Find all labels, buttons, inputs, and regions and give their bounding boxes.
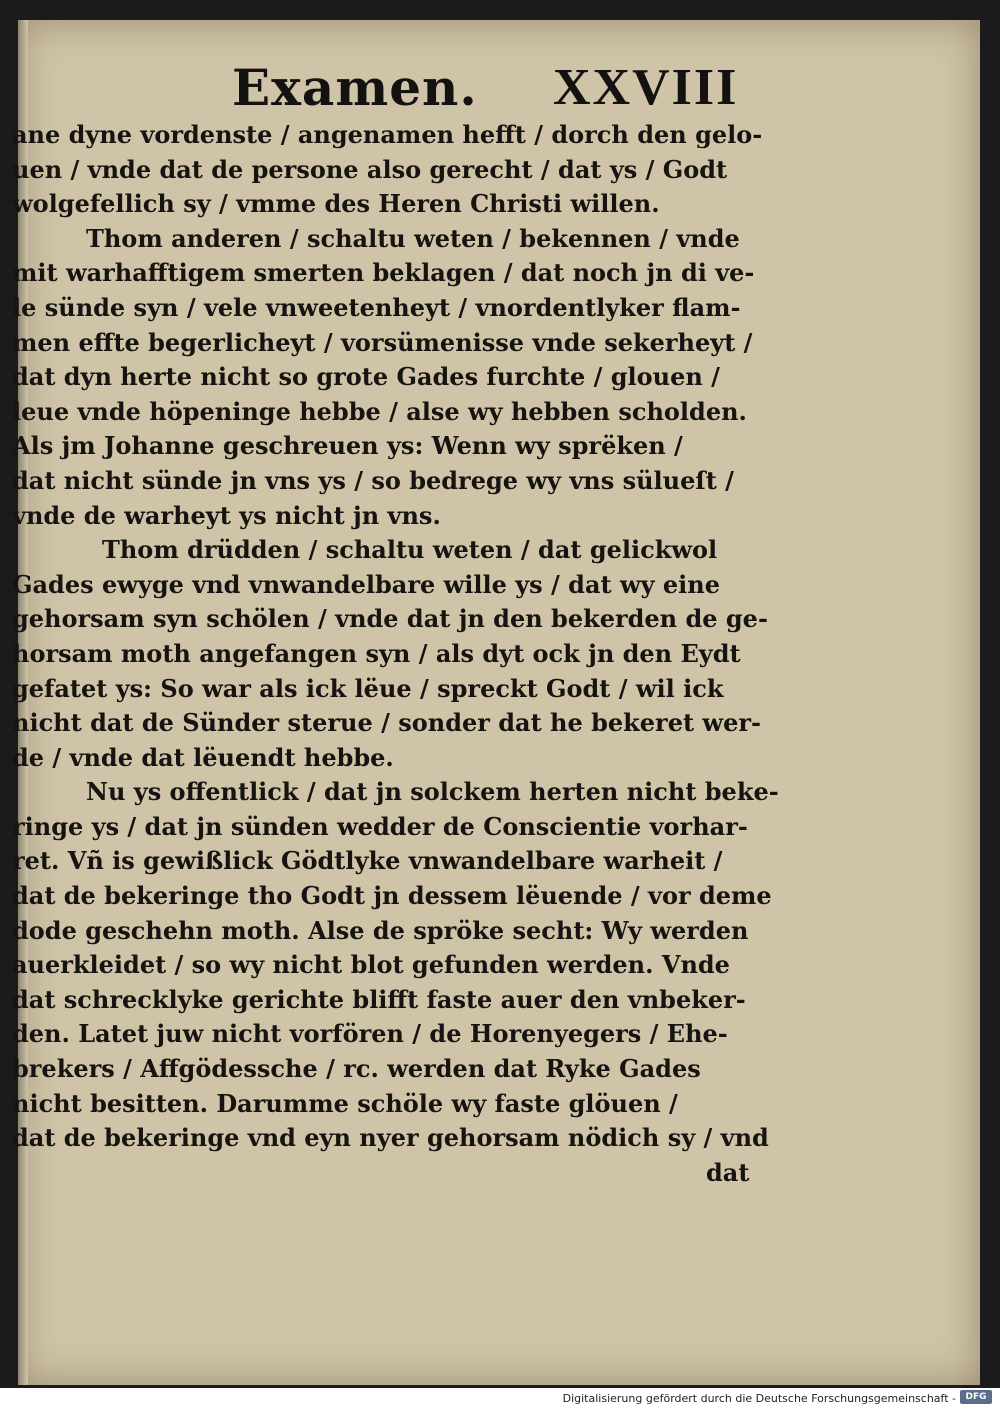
paragraph-start-line: Nu ys offentlick / dat jn solckem herten nicht beke- (86, 777, 779, 807)
text-line: gehorsam syn schölen / vnde dat jn den bekerden de ge- (12, 604, 768, 634)
text-line: dat schrecklyke gerichte blifft faste auer den vnbeker- (12, 984, 746, 1014)
text-line: ane dyne vordenste / angenamen hefft / dorch den gelo- (12, 120, 763, 149)
running-head-title: Examen. (232, 58, 478, 117)
folio-number: XXVIII (553, 59, 739, 116)
text-line: gefatet ys: So war als ick lëue / spreckt Godt / wil ick (12, 673, 724, 703)
text-line: nicht besitten. Darumme schöle wy faste glöuen / (12, 1088, 678, 1118)
text-line: dat dyn herte nicht so grote Gades furchte / glouen / (12, 362, 720, 392)
text-line: de / vnde dat lëuendt hebbe. (12, 742, 394, 772)
text-line: mit warhafftigem smerten beklagen / dat noch jn di ve- (12, 258, 755, 288)
text-line: nicht dat de Sünder sterue / sonder dat he bekeret wer- (12, 708, 761, 738)
text-line: vnde de warheyt ys nicht jn vns. (12, 500, 441, 530)
text-line: ret. Vñ is gewißlick Gödtlyke vnwandelbare warheit / (12, 846, 723, 876)
text-line: dat de bekeringe vnd eyn nyer gehorsam nödich sy / vnd (12, 1123, 769, 1153)
text-line: ringe ys / dat jn sünden wedder de Conscientie vorhar- (12, 811, 748, 841)
text-line: le sünde syn / vele vnweetenheyt / vnordentlyker flam- (12, 292, 741, 322)
body-text (12, 118, 779, 1190)
text-line: dat nicht sünde jn vns ys / so bedrege wy vns sülueſt / (12, 465, 734, 495)
text-line: den. Latet juw nicht vorfören / de Horenyegers / Ehe- (12, 1019, 728, 1049)
text-line: men effte begerlicheyt / vorsümenisse vnde sekerheyt / (12, 327, 753, 357)
paragraph-start-line: Thom drüdden / schaltu weten / dat gelickwol (102, 535, 718, 565)
text-line: auerkleidet / so wy nicht blot gefunden werden. Vnde (12, 950, 730, 980)
text-line: Gades ewyge vnd vnwandelbare wille ys / dat wy eine (12, 569, 721, 599)
text-line: dat de bekeringe tho Godt jn dessem lëuende / vor deme (12, 881, 772, 911)
text-line: dode geschehn moth. Alse de spröke secht: Wy werden (12, 915, 749, 945)
catchword: dat (706, 1157, 750, 1187)
text-line: brekers / Affgödessche / rc. werden dat Ryke Gades (12, 1054, 701, 1084)
text-line: horsam moth angefangen syn / als dyt ock jn den Eydt (12, 638, 741, 668)
dfg-logo: DFG (960, 1390, 992, 1404)
text-line: leue vnde höpeninge hebbe / alse wy hebben scholden. (12, 396, 747, 426)
text-line: Als jm Johanne geschreuen ys: Wenn wy sprëken / (12, 431, 683, 461)
paragraph-start-line: Thom anderen / schaltu weten / bekennen / vnde (86, 223, 740, 253)
funding-credit: Digitalisierung gefördert durch die Deutsche Forschungsgemeinschaft - (562, 1392, 956, 1405)
text-line: uen / vnde dat de persone also gerecht / dat ys / Godt (12, 154, 728, 184)
text-line: wolgefellich sy / vmme des Heren Christi willen. (12, 189, 660, 219)
